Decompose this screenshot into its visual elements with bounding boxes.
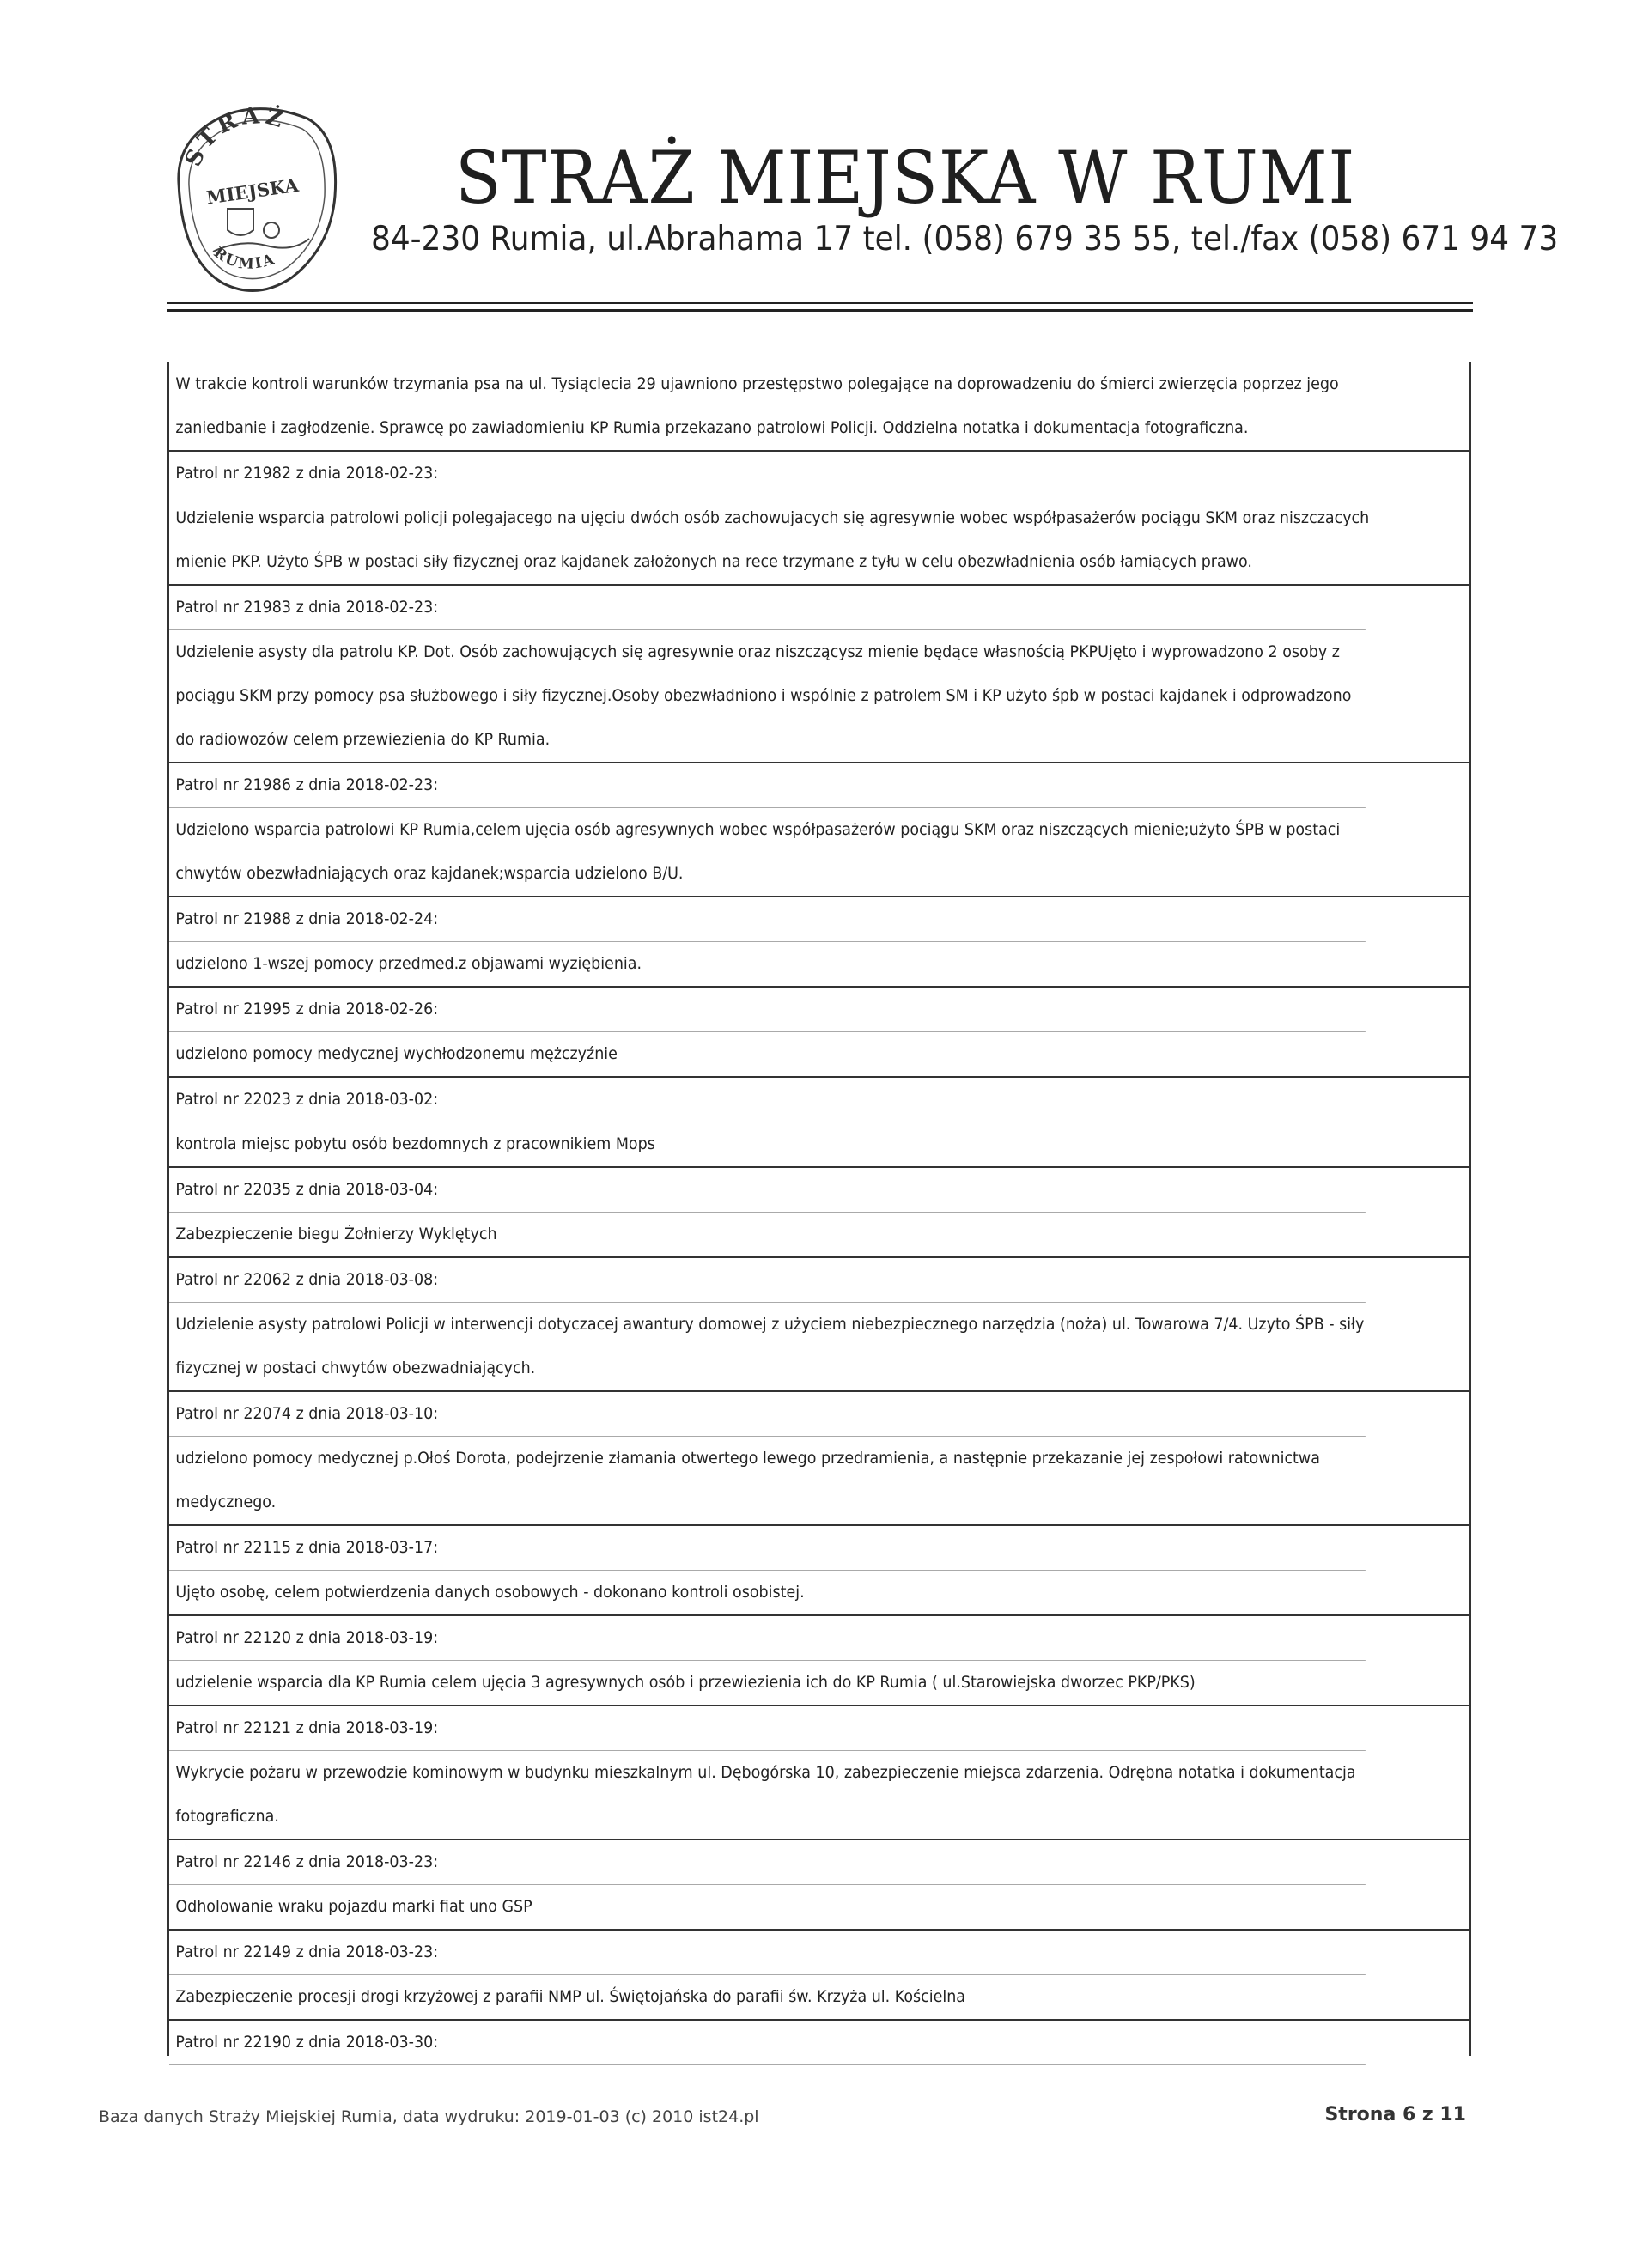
patrol-record <box>169 1392 1469 1526</box>
organization-address: 84-230 Rumia, ul.Abrahama 17 tel. (058) 679 35 55, tel./fax (058) 671 94 73 <box>371 220 1559 258</box>
patrol-record-header: Patrol nr 22035 z dnia 2018-03-04: <box>169 1168 1366 1213</box>
letterhead <box>163 101 1559 307</box>
patrol-record-description-line: Zabezpieczenie procesji drogi krzyżowej z parafii NMP ul. Świętojańska do parafii św. Krzyża ul. Kościelna <box>175 1987 966 2006</box>
patrol-record-description-line: zaniedbanie i zagłodzenie. Sprawcę po zawiadomieniu KP Rumia przekazano patrolowi Policji. Oddzielna notatka i dokumentacja fotograficzna. <box>175 418 1249 437</box>
patrol-record-header: Patrol nr 22190 z dnia 2018-03-30: <box>169 2021 1366 2065</box>
patrol-record <box>169 988 1469 1078</box>
patrol-record-header: Patrol nr 21995 z dnia 2018-02-26: <box>169 988 1366 1032</box>
page-number: Strona 6 z 11 <box>1324 2104 1466 2125</box>
organization-title: STRAŻ MIEJSKA W RUMI <box>455 136 1356 220</box>
patrol-record-header: Patrol nr 22115 z dnia 2018-03-17: <box>169 1526 1366 1571</box>
patrol-record-description-line: fizycznej w postaci chwytów obezwadniających. <box>175 1359 536 1377</box>
patrol-record <box>169 2021 1469 2065</box>
header-divider-thin <box>167 302 1473 304</box>
patrol-record-header: Patrol nr 22062 z dnia 2018-03-08: <box>169 1258 1366 1303</box>
patrol-record-description-line: udzielenie wsparcia dla KP Rumia celem ujęcia 3 agresywnych osób i przewiezienia ich do KP Rumia ( ul.Starowiejska dworzec PKP/PKS) <box>175 1673 1196 1692</box>
patrol-record <box>169 586 1469 763</box>
patrol-record-header: Patrol nr 22023 z dnia 2018-03-02: <box>169 1078 1366 1122</box>
patrol-record-header: Patrol nr 22121 z dnia 2018-03-19: <box>169 1706 1366 1751</box>
patrol-record <box>169 1168 1469 1258</box>
patrol-record-description-line: chwytów obezwładniających oraz kajdanek;wsparcia udzielono B/U. <box>175 864 684 883</box>
patrol-record-description-line: Udzielono wsparcia patrolowi KP Rumia,celem ujęcia osób agresywnych wobec współpasażerów pociągu SKM oraz niszczących mienie;użyto ŚPB w postaci <box>175 820 1341 839</box>
patrol-record-header: Patrol nr 21986 z dnia 2018-02-23: <box>169 763 1366 808</box>
patrol-record-description-line: Udzielenie asysty dla patrolu KP. Dot. Osób zachowujących się agresywnie oraz niszczącysz mienie będące własnością PKPUjęto i wyprowadzono 2 osoby z <box>175 642 1340 661</box>
patrol-record-header: Patrol nr 21982 z dnia 2018-02-23: <box>169 452 1366 496</box>
patrol-record <box>169 1078 1469 1168</box>
patrol-records-table <box>167 362 1471 2056</box>
patrol-record-description-line: Udzielenie wsparcia patrolowi policji polegajacego na ujęciu dwóch osób zachowujacych się agresywnie wobec współpasażerów pociągu SKM oraz niszczacych <box>175 508 1370 527</box>
patrol-record-description-line: udzielono pomocy medycznej p.Ołoś Dorota, podejrzenie złamania otwertego lewego przedramienia, a następnie przekazanie jej zespołowi ratownictwa <box>175 1449 1320 1468</box>
patrol-record-description-line: pociągu SKM przy pomocy psa służbowego i siły fizycznej.Osoby obezwładniono i wspólnie z patrolem SM i KP użyto śpb w postaci kajdanek i odprowadzono <box>175 686 1352 705</box>
seal-text-bottom: RUMIA <box>210 244 278 273</box>
patrol-record-header: Patrol nr 21983 z dnia 2018-02-23: <box>169 586 1366 630</box>
patrol-record <box>169 1526 1469 1616</box>
patrol-record-header: Patrol nr 22149 z dnia 2018-03-23: <box>169 1931 1366 1975</box>
patrol-record <box>169 362 1469 452</box>
patrol-record <box>169 1616 1469 1706</box>
patrol-record <box>169 452 1469 586</box>
header-divider-thick <box>167 309 1473 312</box>
patrol-record-description-line: medycznego. <box>175 1493 277 1511</box>
patrol-record-header: Patrol nr 21988 z dnia 2018-02-24: <box>169 897 1366 942</box>
patrol-record <box>169 1706 1469 1840</box>
svg-text:STRAŻ <box>180 102 290 170</box>
patrol-record-description-line: fotograficzna. <box>175 1807 279 1826</box>
patrol-record-description-line: Udzielenie asysty patrolowi Policji w interwencji dotyczacej awantury domowej z użyciem niebezpiecznego narzędzia (noża) ul. Towarowa 7/4. Uzyto ŚPB - siły <box>175 1315 1365 1334</box>
patrol-record <box>169 1258 1469 1392</box>
seal-text-mid: MIEJSKA <box>204 173 301 209</box>
patrol-record-description-line: do radiowozów celem przewiezienia do KP Rumia. <box>175 730 551 749</box>
patrol-record-header: Patrol nr 22120 z dnia 2018-03-19: <box>169 1616 1366 1661</box>
city-guard-seal <box>163 101 344 297</box>
patrol-record-description-line: W trakcie kontroli warunków trzymania psa na ul. Tysiąclecia 29 ujawniono przestępstwo polegające na doprowadzeniu do śmierci zwierzęcia poprzez jego <box>175 374 1339 393</box>
patrol-record-description-line: Ujęto osobę, celem potwierdzenia danych osobowych - dokonano kontroli osobistej. <box>175 1583 805 1602</box>
patrol-record-description-line: Zabezpieczenie biegu Żołnierzy Wyklętych <box>175 1225 497 1243</box>
patrol-record <box>169 763 1469 897</box>
patrol-record-header: Patrol nr 22074 z dnia 2018-03-10: <box>169 1392 1366 1437</box>
patrol-record-description-line: Odholowanie wraku pojazdu marki fiat uno GSP <box>175 1897 532 1916</box>
patrol-record-description-line: kontrola miejsc pobytu osób bezdomnych z pracownikiem Mops <box>175 1134 655 1153</box>
patrol-record <box>169 1840 1469 1931</box>
patrol-record-description-line: udzielono pomocy medycznej wychłodzonemu mężczyźnie <box>175 1044 618 1063</box>
patrol-record <box>169 897 1469 988</box>
patrol-record-header: Patrol nr 22146 z dnia 2018-03-23: <box>169 1840 1366 1885</box>
seal-text-top: STRAŻ <box>180 102 290 171</box>
patrol-record-description-line: mienie PKP. Użyto ŚPB w postaci siły fizycznej oraz kajdanek założonych na rece trzymane z tyłu w celu obezwładnienia osób łamiących prawo. <box>175 552 1252 571</box>
patrol-record <box>169 1931 1469 2021</box>
patrol-record-description-line: Wykrycie pożaru w przewodzie kominowym w budynku mieszkalnym ul. Dębogórska 10, zabezpieczenie miejsca zdarzenia. Odrębna notatka i dokumentacja <box>175 1763 1356 1782</box>
patrol-record-description-line: udzielono 1-wszej pomocy przedmed.z objawami wyziębienia. <box>175 954 642 973</box>
footer-database-note: Baza danych Straży Miejskiej Rumia, data wydruku: 2019-01-03 (c) 2010 ist24.pl <box>99 2107 759 2126</box>
